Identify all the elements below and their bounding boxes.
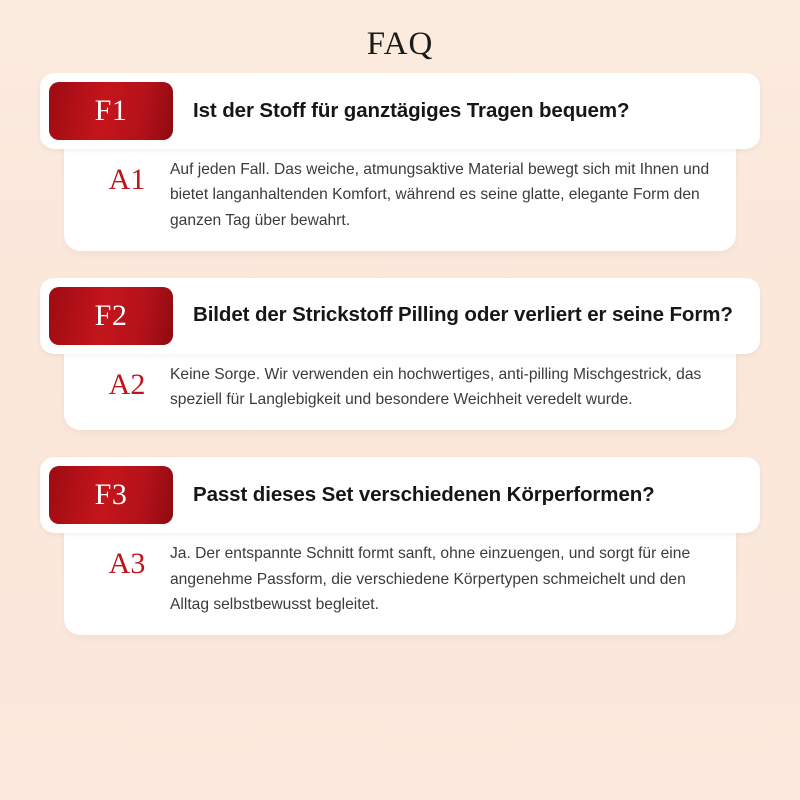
answer-card — [64, 135, 736, 251]
answer-text: Auf jeden Fall. Das weiche, atmungsaktive Material bewegt sich mit Ihnen und bietet langanhaltenden Komfort, während es seine glatte, elegante Form den ganzen Tag über bewahrt. — [170, 161, 710, 229]
question-badge: F2 — [49, 287, 173, 345]
page-title: FAQ — [366, 26, 434, 62]
answer-badge: A3 — [108, 547, 146, 581]
faq-item — [40, 278, 760, 431]
faq-list — [0, 73, 800, 635]
answer-text: Ja. Der entspannte Schnitt formt sanft, ohne einzuengen, und sorgt für eine angenehme Passform, die verschiedene Körpertypen schmeichelt und den Alltag selbstbewusst begleitet. — [170, 545, 691, 613]
question-text: Passt dieses Set verschiedenen Körperformen? — [193, 482, 655, 506]
faq-item — [40, 457, 760, 635]
answer-badge: A2 — [108, 367, 146, 401]
answer-badge: A1 — [108, 163, 146, 196]
question-card[interactable] — [40, 278, 760, 354]
faq-item — [40, 73, 760, 251]
question-badge: F1 — [49, 82, 173, 140]
question-text: Ist der Stoff für ganztägiges Tragen bequem? — [193, 98, 630, 122]
answer-card — [64, 519, 736, 635]
question-card[interactable] — [40, 73, 760, 149]
question-badge: F3 — [49, 466, 173, 524]
question-card[interactable] — [40, 457, 760, 533]
question-text: Bildet der Strickstoff Pilling oder verliert er seine Form? — [193, 303, 733, 327]
answer-text: Keine Sorge. Wir verwenden ein hochwertiges, anti-pilling Mischgestrick, das speziell für Langlebigkeit und besondere Weichheit veredelt wurde. — [170, 365, 702, 408]
